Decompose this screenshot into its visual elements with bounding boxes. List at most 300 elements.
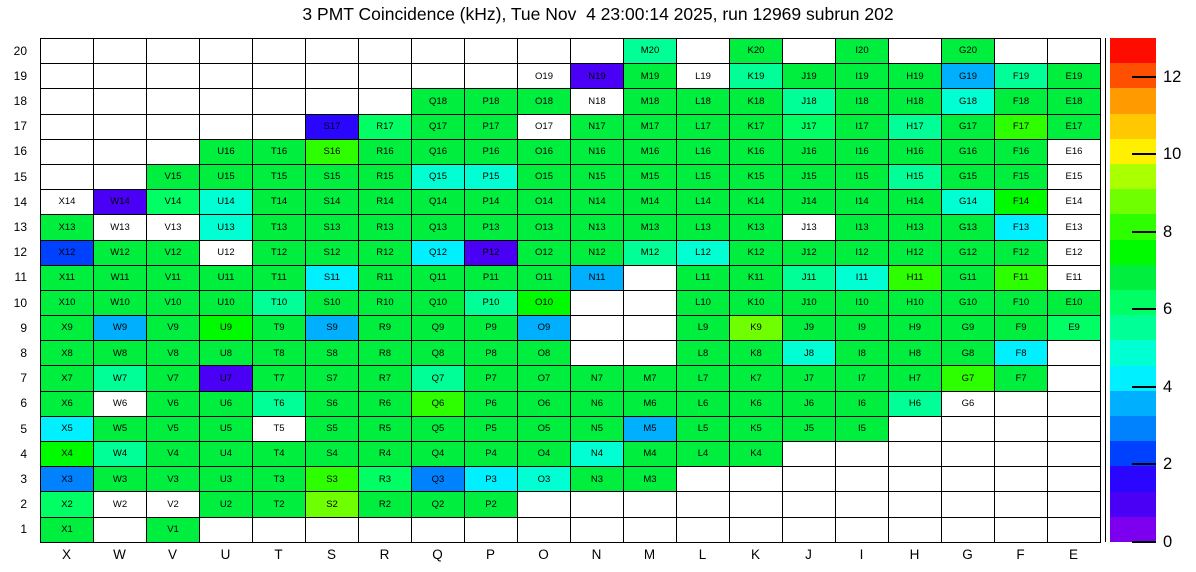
cell-label-P11: P11 xyxy=(482,272,500,284)
cell-W11 xyxy=(93,265,146,290)
cell-H2 xyxy=(888,491,941,516)
cell-I10 xyxy=(835,290,888,315)
cell-N3 xyxy=(570,466,623,491)
cell-label-F14: F14 xyxy=(1012,196,1030,208)
cell-N8 xyxy=(570,340,623,365)
cell-Q1 xyxy=(411,517,464,542)
cell-L16 xyxy=(676,139,729,164)
cell-label-K14: K14 xyxy=(747,196,765,208)
cell-label-M4: M4 xyxy=(643,448,657,460)
cell-label-I12: I12 xyxy=(855,246,869,258)
cell-R11 xyxy=(358,265,411,290)
cell-label-I13: I13 xyxy=(855,221,869,233)
cell-label-S17: S17 xyxy=(323,120,341,132)
cell-Q12 xyxy=(411,240,464,265)
cell-X1 xyxy=(40,517,93,542)
cell-label-G7: G7 xyxy=(961,372,975,384)
cell-label-W13: W13 xyxy=(110,221,130,233)
cell-label-S4: S4 xyxy=(326,448,338,460)
cell-L2 xyxy=(676,491,729,516)
cell-J14 xyxy=(782,189,835,214)
cell-R18 xyxy=(358,88,411,113)
cell-E8 xyxy=(1047,340,1100,365)
cell-V2 xyxy=(146,491,199,516)
cell-label-L4: L4 xyxy=(697,448,709,460)
cell-E19 xyxy=(1047,63,1100,88)
cell-Q13 xyxy=(411,214,464,239)
col-label-J: J xyxy=(805,547,812,562)
cell-L1 xyxy=(676,517,729,542)
cell-label-U13: U13 xyxy=(217,221,235,233)
cell-label-M17: M17 xyxy=(640,120,660,132)
cell-K3 xyxy=(729,466,782,491)
cell-label-S14: S14 xyxy=(323,196,341,208)
cell-label-Q9: Q9 xyxy=(431,322,445,334)
cell-N16 xyxy=(570,139,623,164)
cell-label-J15: J15 xyxy=(801,171,817,183)
row-label-11: 11 xyxy=(14,270,27,285)
cell-K6 xyxy=(729,391,782,416)
cell-I12 xyxy=(835,240,888,265)
cell-J8 xyxy=(782,340,835,365)
cell-I7 xyxy=(835,365,888,390)
cell-label-P2: P2 xyxy=(485,498,497,510)
cell-label-K9: K9 xyxy=(750,322,762,334)
cell-Q19 xyxy=(411,63,464,88)
cell-N11 xyxy=(570,265,623,290)
colorbar-band-5 xyxy=(1110,391,1156,416)
cell-label-Q4: Q4 xyxy=(431,448,445,460)
cell-S7 xyxy=(305,365,358,390)
cell-T8 xyxy=(252,340,305,365)
cell-label-I18: I18 xyxy=(855,95,869,107)
cell-label-N13: N13 xyxy=(588,221,606,233)
cell-F12 xyxy=(994,240,1047,265)
cell-label-Q18: Q18 xyxy=(429,95,447,107)
cell-V18 xyxy=(146,88,199,113)
cell-label-X13: X13 xyxy=(58,221,76,233)
cell-label-J9: J9 xyxy=(803,322,815,334)
cell-label-N16: N16 xyxy=(588,146,606,158)
cell-G1 xyxy=(941,517,994,542)
cell-label-V15: V15 xyxy=(164,171,182,183)
cell-U4 xyxy=(199,441,252,466)
cell-U8 xyxy=(199,340,252,365)
cell-S5 xyxy=(305,416,358,441)
cell-label-S16: S16 xyxy=(323,146,341,158)
cell-W9 xyxy=(93,315,146,340)
cell-N6 xyxy=(570,391,623,416)
cell-label-V12: V12 xyxy=(164,246,182,258)
cell-T2 xyxy=(252,491,305,516)
cell-label-Q3: Q3 xyxy=(431,473,445,485)
cell-label-I15: I15 xyxy=(855,171,869,183)
cell-label-V10: V10 xyxy=(164,297,182,309)
cell-label-O14: O14 xyxy=(535,196,553,208)
cell-label-E15: E15 xyxy=(1065,171,1083,183)
cell-W4 xyxy=(93,441,146,466)
cell-label-K17: K17 xyxy=(747,120,765,132)
cell-label-R7: R7 xyxy=(378,372,392,384)
cell-X17 xyxy=(40,114,93,139)
cell-K20 xyxy=(729,38,782,63)
cell-label-T16: T16 xyxy=(270,146,288,158)
cell-G16 xyxy=(941,139,994,164)
cell-I13 xyxy=(835,214,888,239)
cell-W10 xyxy=(93,290,146,315)
cell-label-J8: J8 xyxy=(803,347,815,359)
cell-S14 xyxy=(305,189,358,214)
cell-H20 xyxy=(888,38,941,63)
cell-I19 xyxy=(835,63,888,88)
cell-I5 xyxy=(835,416,888,441)
cell-J6 xyxy=(782,391,835,416)
cell-F3 xyxy=(994,466,1047,491)
cell-label-P15: P15 xyxy=(482,171,500,183)
cell-K8 xyxy=(729,340,782,365)
cell-J12 xyxy=(782,240,835,265)
cell-label-L6: L6 xyxy=(697,397,709,409)
cell-label-R15: R15 xyxy=(376,171,394,183)
cell-label-X11: X11 xyxy=(58,272,76,284)
row-label-10: 10 xyxy=(13,295,27,310)
cell-label-G14: G14 xyxy=(959,196,977,208)
cell-label-U3: U3 xyxy=(219,473,233,485)
cell-O10 xyxy=(517,290,570,315)
col-label-S: S xyxy=(326,547,336,562)
cell-P20 xyxy=(464,38,517,63)
cell-N15 xyxy=(570,164,623,189)
cell-label-R10: R10 xyxy=(376,297,394,309)
cell-label-R13: R13 xyxy=(376,221,394,233)
cell-J13 xyxy=(782,214,835,239)
row-label-9: 9 xyxy=(20,320,27,335)
cell-K13 xyxy=(729,214,782,239)
cell-R5 xyxy=(358,416,411,441)
cell-label-K18: K18 xyxy=(747,95,765,107)
cell-M13 xyxy=(623,214,676,239)
cell-label-W8: W8 xyxy=(112,347,128,359)
cell-S4 xyxy=(305,441,358,466)
cell-R1 xyxy=(358,517,411,542)
cell-E15 xyxy=(1047,164,1100,189)
cell-Q16 xyxy=(411,139,464,164)
cell-T13 xyxy=(252,214,305,239)
cell-label-N11: N11 xyxy=(588,272,606,284)
cell-label-J10: J10 xyxy=(801,297,817,309)
cell-E9 xyxy=(1047,315,1100,340)
cell-label-N6: N6 xyxy=(590,397,604,409)
cell-W1 xyxy=(93,517,146,542)
cell-E10 xyxy=(1047,290,1100,315)
cell-label-L14: L14 xyxy=(695,196,711,208)
colorbar-band-12 xyxy=(1110,214,1156,239)
cell-W17 xyxy=(93,114,146,139)
cell-T14 xyxy=(252,189,305,214)
cell-label-J19: J19 xyxy=(801,70,817,82)
cell-X2 xyxy=(40,491,93,516)
row-label-5: 5 xyxy=(20,421,27,436)
cell-label-T9: T9 xyxy=(273,322,285,334)
cell-X18 xyxy=(40,88,93,113)
cell-H8 xyxy=(888,340,941,365)
cell-L20 xyxy=(676,38,729,63)
colorbar-band-9 xyxy=(1110,290,1156,315)
cell-label-L17: L17 xyxy=(695,120,711,132)
cell-U19 xyxy=(199,63,252,88)
row-label-13: 13 xyxy=(13,219,27,234)
cell-U9 xyxy=(199,315,252,340)
cell-I6 xyxy=(835,391,888,416)
cell-label-R14: R14 xyxy=(376,196,394,208)
cell-K5 xyxy=(729,416,782,441)
colorbar-band-4 xyxy=(1110,416,1156,441)
cell-label-K7: K7 xyxy=(750,372,762,384)
cell-label-P18: P18 xyxy=(482,95,500,107)
cell-P18 xyxy=(464,88,517,113)
cell-P4 xyxy=(464,441,517,466)
cell-label-E19: E19 xyxy=(1065,70,1083,82)
cell-N2 xyxy=(570,491,623,516)
cell-label-X7: X7 xyxy=(61,372,73,384)
cell-label-W11: W11 xyxy=(110,272,130,284)
cell-T4 xyxy=(252,441,305,466)
cell-label-P3: P3 xyxy=(485,473,497,485)
cell-label-N7: N7 xyxy=(590,372,604,384)
cell-K2 xyxy=(729,491,782,516)
cell-O12 xyxy=(517,240,570,265)
cell-label-W12: W12 xyxy=(110,246,130,258)
cell-label-O16: O16 xyxy=(535,146,553,158)
cell-S15 xyxy=(305,164,358,189)
cell-T19 xyxy=(252,63,305,88)
cell-R12 xyxy=(358,240,411,265)
cell-label-U10: U10 xyxy=(217,297,235,309)
cell-I8 xyxy=(835,340,888,365)
cell-F4 xyxy=(994,441,1047,466)
cell-label-J11: J11 xyxy=(801,272,817,284)
cell-V8 xyxy=(146,340,199,365)
cell-label-L15: L15 xyxy=(695,171,711,183)
cell-label-N3: N3 xyxy=(590,473,604,485)
cell-label-S8: S8 xyxy=(326,347,338,359)
cell-label-E16: E16 xyxy=(1065,146,1083,158)
cell-N10 xyxy=(570,290,623,315)
row-label-6: 6 xyxy=(20,396,27,411)
cell-N17 xyxy=(570,114,623,139)
cell-label-G15: G15 xyxy=(959,171,977,183)
cell-label-R16: R16 xyxy=(376,146,394,158)
cell-P3 xyxy=(464,466,517,491)
cell-H12 xyxy=(888,240,941,265)
cell-J1 xyxy=(782,517,835,542)
cell-label-U4: U4 xyxy=(219,448,233,460)
cell-W20 xyxy=(93,38,146,63)
colorbar-tick-10 xyxy=(1132,153,1156,155)
cell-label-R6: R6 xyxy=(378,397,392,409)
cell-I3 xyxy=(835,466,888,491)
cell-G18 xyxy=(941,88,994,113)
cell-O16 xyxy=(517,139,570,164)
cell-label-H14: H14 xyxy=(906,196,924,208)
cell-N5 xyxy=(570,416,623,441)
cell-label-N12: N12 xyxy=(588,246,606,258)
chart-title: 3 PMT Coincidence (kHz), Tue Nov 4 23:00:14 2025, run 12969 subrun 202 xyxy=(302,4,894,24)
cell-label-H18: H18 xyxy=(906,95,924,107)
cell-Q15 xyxy=(411,164,464,189)
cell-label-H7: H7 xyxy=(908,372,922,384)
cell-label-I6: I6 xyxy=(858,397,866,409)
cell-H14 xyxy=(888,189,941,214)
cell-X13 xyxy=(40,214,93,239)
cell-U13 xyxy=(199,214,252,239)
cell-R4 xyxy=(358,441,411,466)
cell-label-M16: M16 xyxy=(640,146,660,158)
cell-M9 xyxy=(623,315,676,340)
cell-label-W4: W4 xyxy=(112,448,128,460)
cell-H13 xyxy=(888,214,941,239)
cell-label-G18: G18 xyxy=(959,95,977,107)
cell-K12 xyxy=(729,240,782,265)
cell-label-G11: G11 xyxy=(959,272,977,284)
cell-F10 xyxy=(994,290,1047,315)
cell-S6 xyxy=(305,391,358,416)
cell-G4 xyxy=(941,441,994,466)
cell-label-I14: I14 xyxy=(855,196,869,208)
cell-label-F17: F17 xyxy=(1012,120,1030,132)
cell-P8 xyxy=(464,340,517,365)
cell-H1 xyxy=(888,517,941,542)
cell-K18 xyxy=(729,88,782,113)
cell-F17 xyxy=(994,114,1047,139)
cell-R17 xyxy=(358,114,411,139)
cell-R20 xyxy=(358,38,411,63)
cell-Q9 xyxy=(411,315,464,340)
cell-W12 xyxy=(93,240,146,265)
cell-J4 xyxy=(782,441,835,466)
cell-Q3 xyxy=(411,466,464,491)
col-label-P: P xyxy=(485,547,495,562)
cell-O2 xyxy=(517,491,570,516)
cell-V5 xyxy=(146,416,199,441)
col-label-O: O xyxy=(538,547,549,562)
cell-H5 xyxy=(888,416,941,441)
colorbar-tick-8 xyxy=(1132,231,1156,233)
colorbar-tick-6 xyxy=(1132,308,1156,310)
row-label-18: 18 xyxy=(13,93,27,108)
cell-X8 xyxy=(40,340,93,365)
cell-label-V3: V3 xyxy=(167,473,179,485)
cell-label-V4: V4 xyxy=(167,448,179,460)
cell-W19 xyxy=(93,63,146,88)
cell-W7 xyxy=(93,365,146,390)
cell-X6 xyxy=(40,391,93,416)
cell-P17 xyxy=(464,114,517,139)
colorbar-band-11 xyxy=(1110,240,1156,265)
cell-S19 xyxy=(305,63,358,88)
cell-G9 xyxy=(941,315,994,340)
cell-label-S7: S7 xyxy=(326,372,338,384)
cell-T16 xyxy=(252,139,305,164)
cell-U2 xyxy=(199,491,252,516)
cell-K16 xyxy=(729,139,782,164)
cell-label-H8: H8 xyxy=(908,347,922,359)
cell-label-G6: G6 xyxy=(961,397,975,409)
cell-label-M20: M20 xyxy=(640,45,660,57)
cell-G19 xyxy=(941,63,994,88)
cell-R13 xyxy=(358,214,411,239)
cell-I18 xyxy=(835,88,888,113)
cell-label-H6: H6 xyxy=(908,397,922,409)
cell-W13 xyxy=(93,214,146,239)
cell-label-P16: P16 xyxy=(482,146,500,158)
cell-X5 xyxy=(40,416,93,441)
cell-U11 xyxy=(199,265,252,290)
cell-label-P6: P6 xyxy=(485,397,497,409)
cell-label-S11: S11 xyxy=(323,272,341,284)
cell-Q18 xyxy=(411,88,464,113)
cell-I2 xyxy=(835,491,888,516)
cell-T12 xyxy=(252,240,305,265)
cell-label-I17: I17 xyxy=(855,120,869,132)
cell-G17 xyxy=(941,114,994,139)
cell-label-F9: F9 xyxy=(1015,322,1027,334)
cell-label-O18: O18 xyxy=(535,95,553,107)
cell-Q17 xyxy=(411,114,464,139)
cell-Q5 xyxy=(411,416,464,441)
row-label-4: 4 xyxy=(20,446,27,461)
cell-K17 xyxy=(729,114,782,139)
cell-R14 xyxy=(358,189,411,214)
cell-K15 xyxy=(729,164,782,189)
cell-N18 xyxy=(570,88,623,113)
cell-M3 xyxy=(623,466,676,491)
cell-label-Q17: Q17 xyxy=(429,120,447,132)
colorbar-tick-label-4: 4 xyxy=(1163,377,1173,396)
cell-V1 xyxy=(146,517,199,542)
cell-label-N18: N18 xyxy=(588,95,606,107)
col-label-M: M xyxy=(643,547,656,562)
cell-label-K11: K11 xyxy=(747,272,765,284)
cell-K1 xyxy=(729,517,782,542)
cell-label-J18: J18 xyxy=(801,95,817,107)
cell-R3 xyxy=(358,466,411,491)
cell-O3 xyxy=(517,466,570,491)
cell-X10 xyxy=(40,290,93,315)
cell-W8 xyxy=(93,340,146,365)
cell-O15 xyxy=(517,164,570,189)
cell-label-L10: L10 xyxy=(695,297,711,309)
cell-label-O12: O12 xyxy=(535,246,553,258)
cell-label-L5: L5 xyxy=(697,423,709,435)
cell-E20 xyxy=(1047,38,1100,63)
cell-label-Q6: Q6 xyxy=(431,397,445,409)
cell-label-E10: E10 xyxy=(1065,297,1083,309)
cell-I16 xyxy=(835,139,888,164)
cell-G10 xyxy=(941,290,994,315)
row-label-17: 17 xyxy=(13,119,27,134)
cell-U1 xyxy=(199,517,252,542)
cell-label-P12: P12 xyxy=(482,246,500,258)
cell-label-O17: O17 xyxy=(535,120,553,132)
cell-V10 xyxy=(146,290,199,315)
cell-F5 xyxy=(994,416,1047,441)
cell-label-X9: X9 xyxy=(61,322,73,334)
cell-label-V14: V14 xyxy=(164,196,182,208)
cell-F14 xyxy=(994,189,1047,214)
cell-label-T15: T15 xyxy=(270,171,288,183)
cell-label-M13: M13 xyxy=(640,221,660,233)
